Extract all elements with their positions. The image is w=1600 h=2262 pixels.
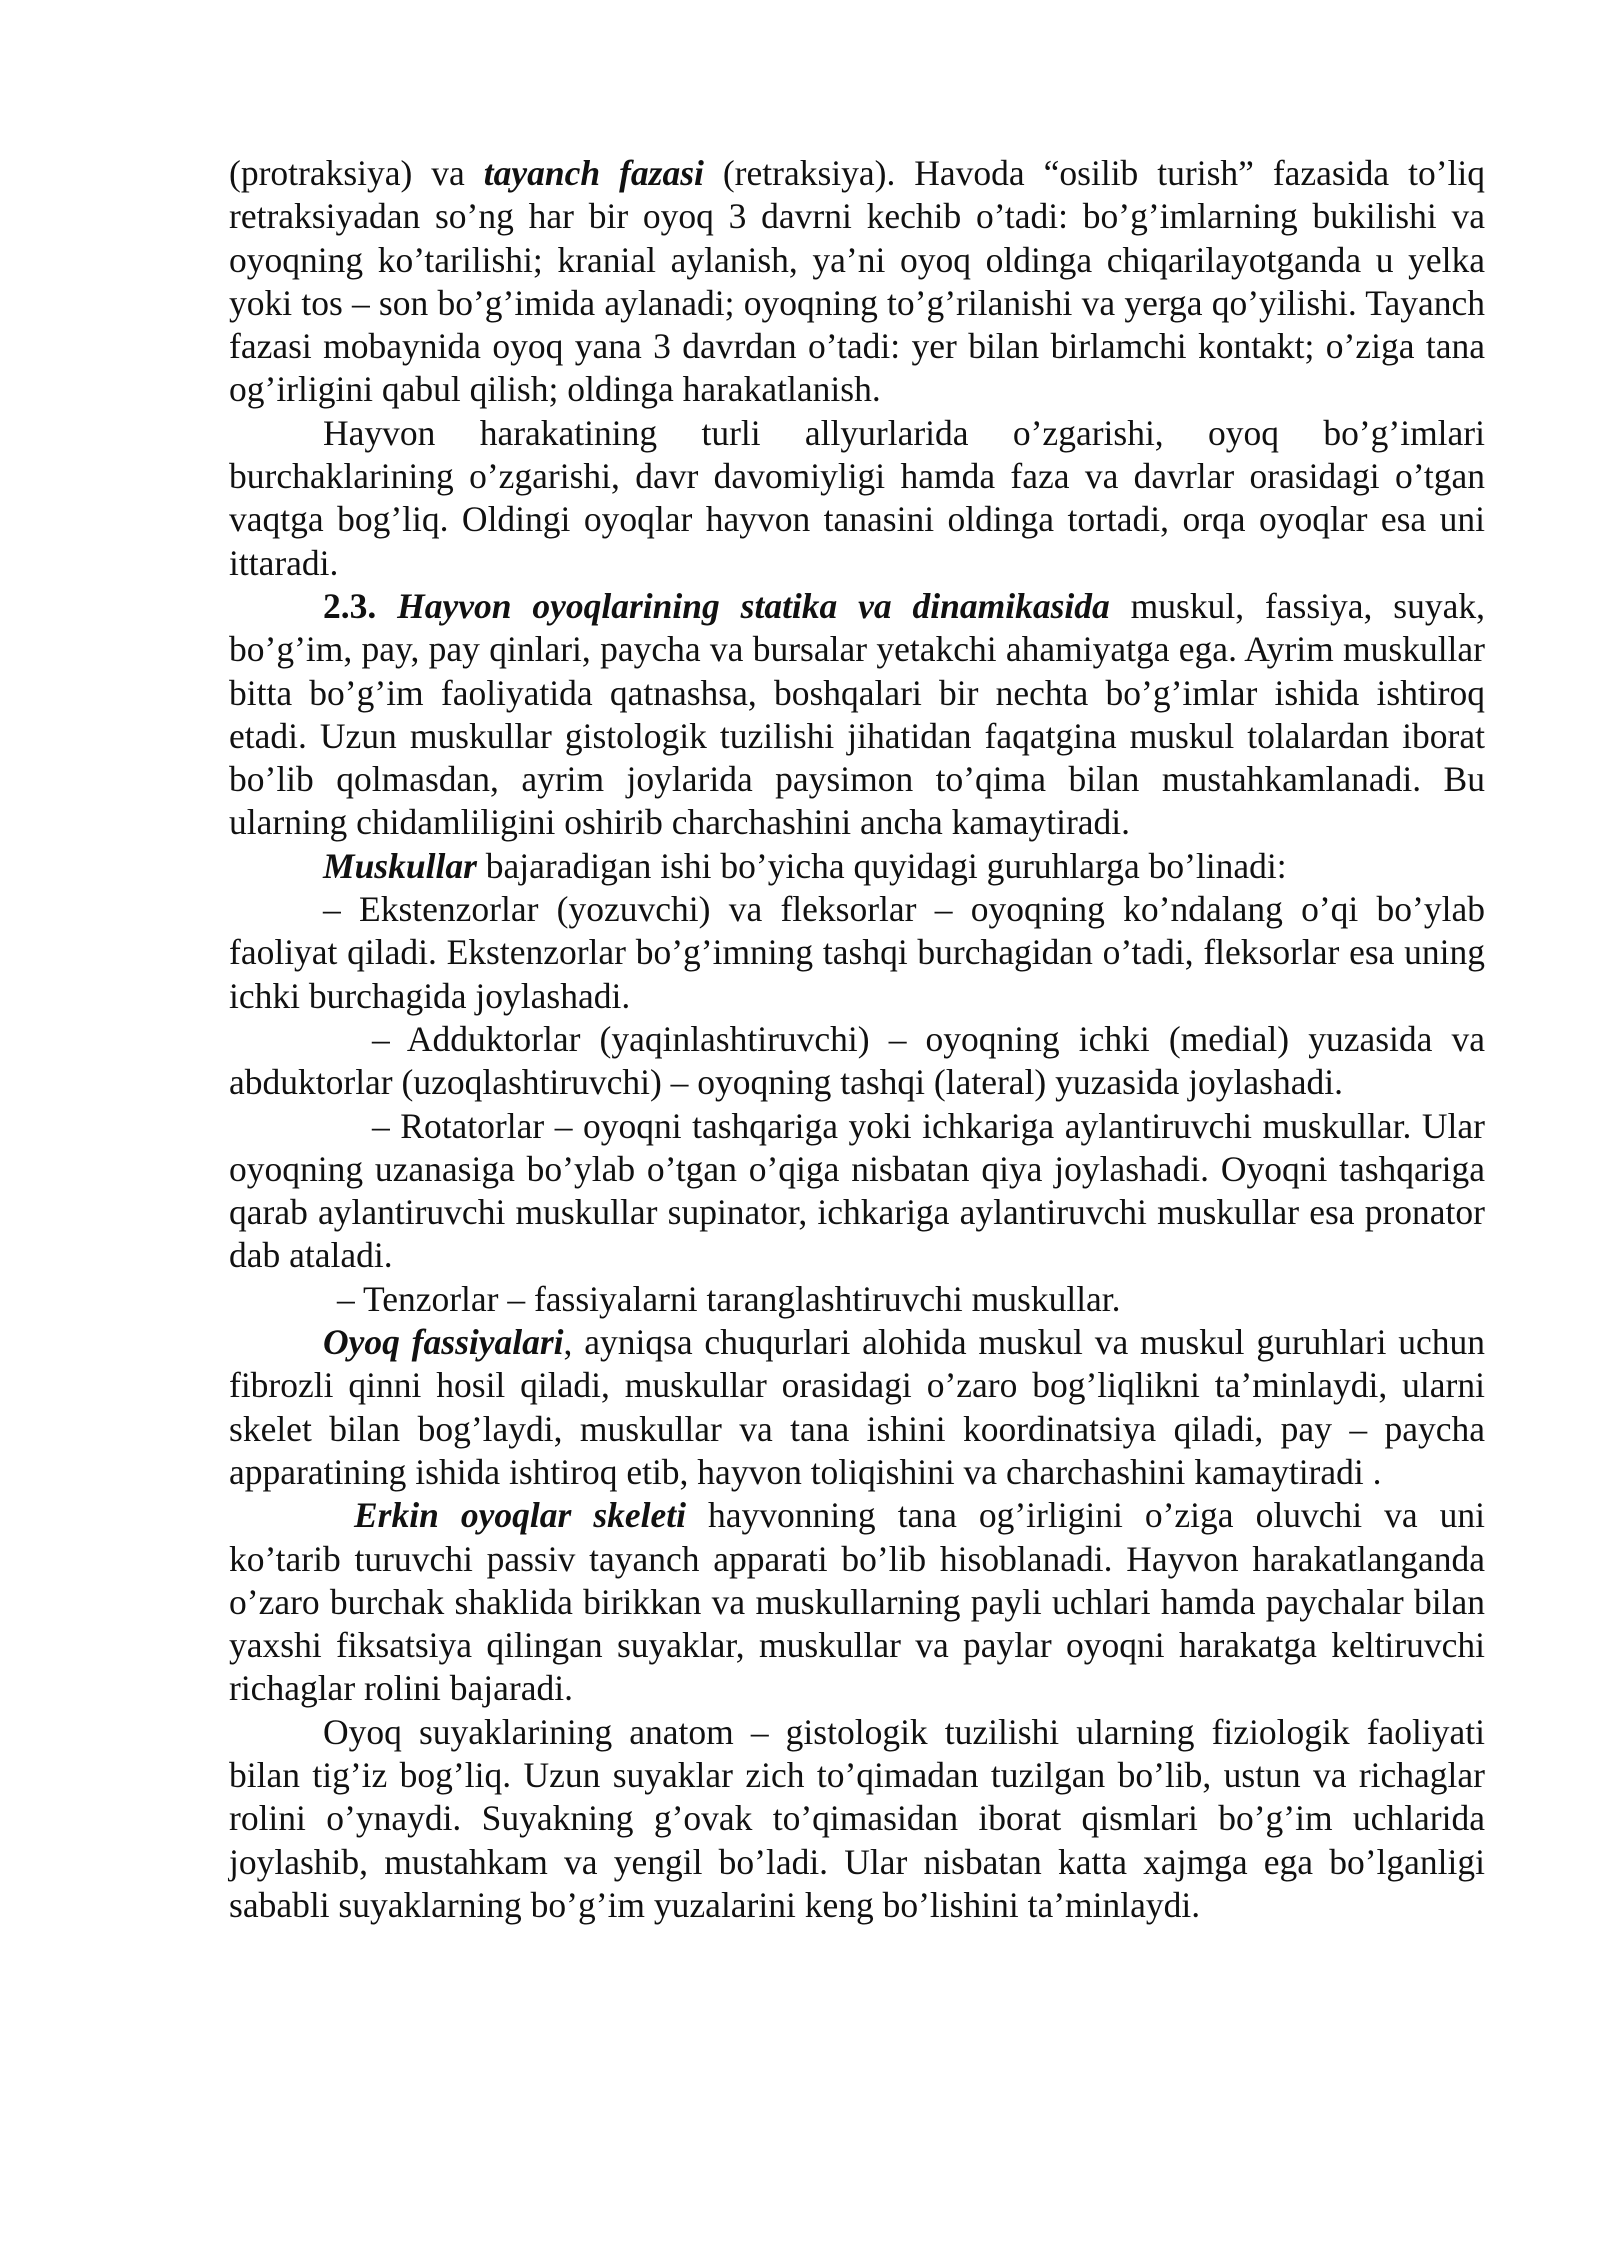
text-span: (protraksiya) va <box>229 153 484 193</box>
term-erkin-oyoqlar-skeleti: Erkin oyoqlar skeleti <box>354 1495 687 1536</box>
section-number: 2.3. <box>323 585 377 626</box>
term-oyoq-fassiyalari: Oyoq fassiyalari <box>323 1322 564 1363</box>
text-span: , ayniqsa chuqurlari alohida muskul va muskul guruhlari uchun fibrozli qinni hosil qiladi, muskullar orasidagi o’zaro bog’liqlikni ta’minlaydi, ularni skelet bilan bog’laydi, muskullar va tana ishini koordinatsiya qiladi, pay – paycha apparatining ishida ishtiroq etib, hayvon toliqishini va charchashini kamaytiradi . <box>229 1322 1485 1492</box>
term-tayanch-fazasi: tayanch fazasi <box>483 153 704 193</box>
list-item-adduktorlar: – Adduktorlar (yaqinlashtiruvchi) – oyoqning ichki (medial) yuzasida va abduktorlar (uzoqlashtiruvchi) – oyoqning tashqi (lateral) yuzasida joylashadi. <box>229 1018 1485 1103</box>
paragraph-gaits: Hayvon harakatining turli allyurlarida o’zgarishi, oyoq bo’g’imlari burchaklarining o’zgarishi, davr davomiyligi hamda faza va davrlar orasidagi o’tgan vaqtga bog’liq. Oldingi oyoqlar hayvon tanasini oldinga tortadi, orqa oyoqlar esa uni ittaradi. <box>229 412 1485 583</box>
text-span: muskul, fassiya, suyak, bo’g’im, pay, pay qinlari, paycha va bursalar yetakchi ahamiyatga ega. Ayrim muskullar bitta bo’g’im faoliyatida qatnashsa, boshqalari bir nechta bo’g’imlar ishida ishtiroq etadi. Uzun muskullar gistologik tuzilishi jihatidan faqatgina muskul tolalardan iborat bo’lib qolmasdan, ayrim joylarida paysimon to’qima bilan mustahkamlanadi. Bu ularning chidamliligini oshirib charchashini ancha kamaytiradi. <box>229 585 1485 843</box>
paragraph-erkin-oyoqlar <box>229 1494 1485 1710</box>
term-muskullar: Muskullar <box>323 845 477 886</box>
paragraph-section-2-3 <box>229 585 1485 845</box>
list-item-rotatorlar: – Rotatorlar – oyoqni tashqariga yoki ichkariga aylantiruvchi muskullar. Ular oyoqning uzanasiga bo’ylab o’tgan o’qiga nisbatan qiya joylashadi. Oyoqni tashqariga qarab aylantiruvchi muskullar supinator, ichkariga aylantiruvchi muskullar esa pronator dab ataladi. <box>229 1105 1485 1276</box>
paragraph-muskullar <box>229 845 1485 888</box>
list-item-tenzorlar: – Tenzorlar – fassiyalarni taranglashtiruvchi muskullar. <box>337 1278 1121 1319</box>
list-item-ekstenzorlar: – Ekstenzorlar (yozuvchi) va fleksorlar – oyoqning ko’ndalang o’qi bo’ylab faoliyat qiladi. Ekstenzorlar bo’g’imning tashqi burchagidan o’tadi, fleksorlar esa uning ichki burchagida joylashadi. <box>229 889 1485 1016</box>
section-heading: Hayvon oyoqlarining statika va dinamikasida <box>397 585 1110 626</box>
body-text <box>229 152 1485 1927</box>
paragraph-phases <box>229 152 1485 412</box>
text-span: (retraksiya). Havoda “osilib turish” fazasida to’liq retraksiyadan so’ng har bir oyoq 3 davrni kechib o’tadi: bo’g’imlarning bukilishi va oyoqning ko’tarilishi; kranial aylanish, ya’ni oyoq oldinga chiqarilayotganda u yelka yoki tos – son bo’g’imida aylanadi; oyoqning to’g’rilanishi va yerga qo’yilishi. Tayanch fazasi mobaynida oyoq yana 3 davrdan o’tadi: yer bilan birlamchi kontakt; o’ziga tana og’irligini qabul qilish; oldinga harakatlanish. <box>229 153 1485 410</box>
text-span: hayvonning tana og’irligini o’ziga oluvchi va uni ko’tarib turuvchi passiv tayanch apparati bo’lib hisoblanadi. Hayvon harakatlanganda o’zaro burchak shaklida birikkan va muskullarning payli uchlari hamda paychalar bilan yaxshi fiksatsiya qilingan suyaklar, muskullar va paylar oyoqni harakatga keltiruvchi richaglar rolini bajaradi. <box>229 1495 1485 1709</box>
text-span: bajaradigan ishi bo’yicha quyidagi guruhlarga bo’linadi: <box>476 845 1287 886</box>
paragraph-oyoq-fassiyalari <box>229 1321 1485 1494</box>
paragraph-suyaklar: Oyoq suyaklarining anatom – gistologik tuzilishi ularning fiziologik faoliyati bilan tig’iz bog’liq. Uzun suyaklar zich to’qimadan tuzilgan bo’lib, ustun va richaglar rolini o’ynaydi. Suyakning g’ovak to’qimasidan iborat qismlari bo’g’im uchlarida joylashib, mustahkam va yengil bo’ladi. Ular nisbatan katta xajmga ega bo’lganligi sababli suyaklarning bo’g’im yuzalarini keng bo’lishini ta’minlaydi. <box>229 1711 1485 1925</box>
